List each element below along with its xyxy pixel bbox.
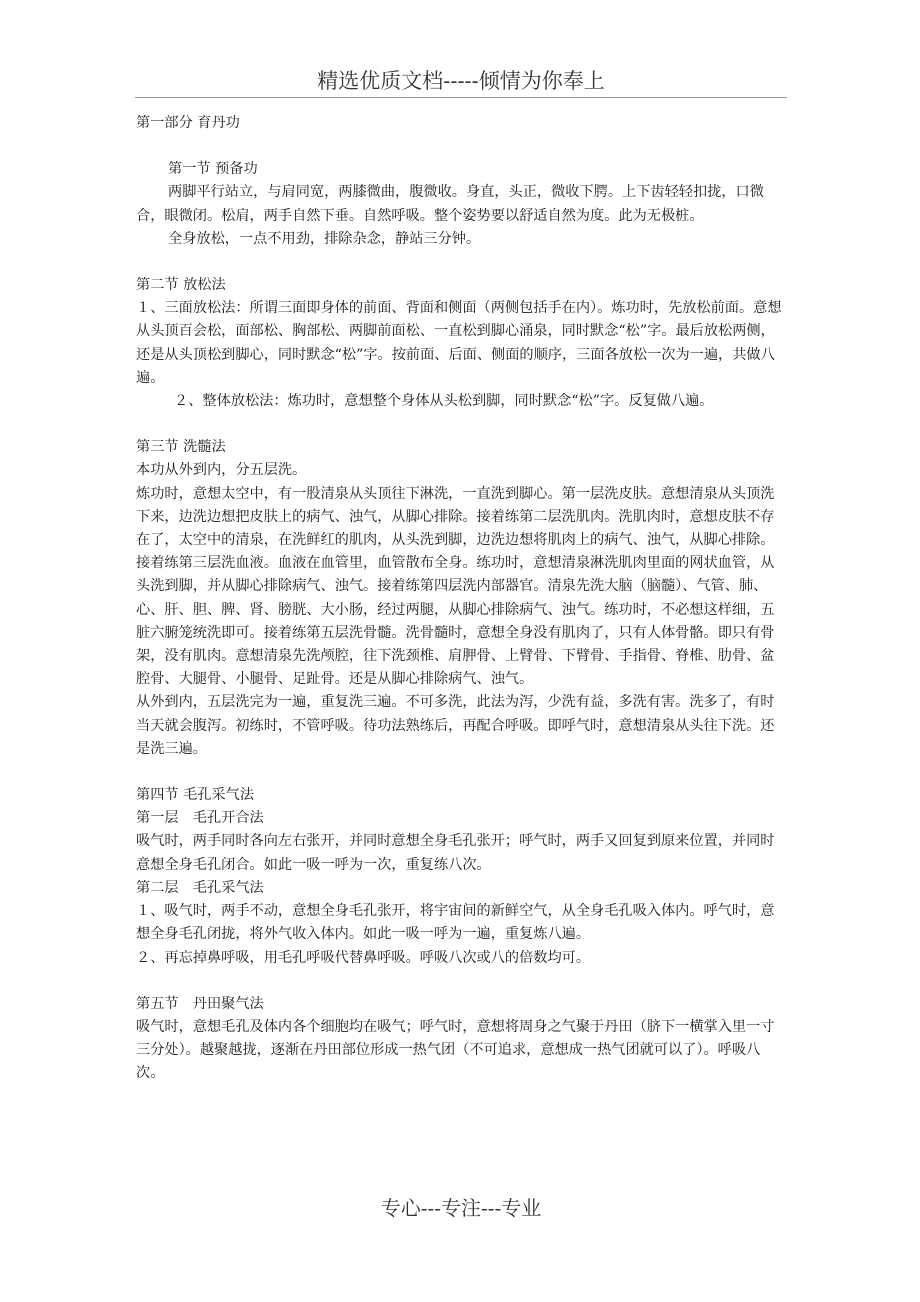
paragraph: 本功从外到内，分五层洗。 — [136, 462, 307, 479]
paragraph: 两脚平行站立，与肩同宽，两膝微曲，腹微收。身直，头正，微收下腭。上下齿轻轻扣拢，口微合，眼微闭。松肩，两手自然下垂。自然呼吸。整个姿势要以舒适自然为度。此为无极桩。 — [136, 184, 764, 224]
section-title: 第四节 毛孔采气法 — [136, 787, 255, 804]
paragraph: 从外到内，五层洗完为一遍，重复洗三遍。不可多洗，此法为泻，少洗有益，多洗有害。洗多了，有时当天就会腹泻。初练时，不管呼吸。待功法熟练后，再配合呼吸。即呼气时，意想清泉从头往下洗。还是洗三遍。 — [136, 694, 775, 757]
document-body — [136, 112, 786, 1086]
paragraph: 吸气时，两手同时各向左右张开，并同时意想全身毛孔张开；呼气时，两手又回复到原来位置，并同时意想全身毛孔闭合。如此一吸一呼为一次，重复练八次。 — [136, 833, 775, 873]
spacer — [136, 761, 786, 784]
spacer — [136, 970, 786, 993]
spacer — [136, 135, 786, 158]
section-title: 第五节 丹田聚气法 — [136, 995, 264, 1012]
spacer — [136, 251, 786, 274]
paragraph: １、吸气时，两手不动，意想全身毛孔张开，将宇宙间的新鲜空气，从全身毛孔吸入体内。呼气时，意想全身毛孔闭拢，将外气收入体内。如此一吸一呼为一遍，重复炼八遍。 — [136, 903, 775, 943]
paragraph: 炼功时，意想太空中，有一股清泉从头顶往下淋洗，一直洗到脚心。第一层洗皮肤。意想清泉从头顶洗下来，边洗边想把皮肤上的病气、浊气，从脚心排除。接着练第二层洗肌肉。洗肌肉时，意想皮肤不存在了，太空中的清泉，在洗鲜红的肌肉，从头洗到脚，边洗边想将肌肉上的病气、浊气，从脚心排除。接着练第三层洗血液。血液在血管里，血管散布全身。练功时，意想清泉淋洗肌肉里面的网状血管，从头洗到脚，并从脚心排除病气、浊气。接着练第四层洗内部器官。清泉先洗大脑（脑髓）、气管、肺、心、肝、胆、脾、肾、膀胱、大小肠，经过两腿，从脚心排除病气、浊气。练功时，不必想这样细，五脏六腑笼统洗即可。接着练第五层洗骨髓。洗骨髓时，意想全身没有肌肉了，只有人体骨骼。即只有骨架，没有肌肉。意想清泉先洗颅腔，往下洗颈椎、肩胛骨、上臂骨、下臂骨、手指骨、脊椎、肋骨、盆腔骨、大腿骨、小腿骨、足趾骨。还是从脚心排除病气、浊气。 — [136, 485, 775, 688]
page-footer: 专心---专注---专业 — [380, 1196, 542, 1220]
page-header: 精选优质文档-----倾情为你奉上 — [317, 69, 605, 93]
paragraph: 全身放松，一点不用劲，排除杂念，静站三分钟。 — [168, 230, 481, 247]
paragraph: ２、再忘掉鼻呼吸，用毛孔呼吸代替鼻呼吸。呼吸八次或八的倍数均可。 — [136, 949, 591, 966]
section-title: 第一节 预备功 — [168, 161, 258, 178]
paragraph: 吸气时，意想毛孔及体内各个细胞均在吸气；呼气时，意想将周身之气聚于丹田（脐下一横掌入里一寸三分处）。越聚越拢，逐渐在丹田部位形成一热气团（不可追求，意想成一热气团就可以了）。呼吸八次。 — [136, 1018, 775, 1082]
paragraph: ２、整体放松法：炼功时，意想整个身体从头松到脚，同时默念“松”字。反复做八遍。 — [174, 393, 714, 410]
spacer — [136, 413, 786, 436]
section-title: 第三节 洗髓法 — [136, 439, 226, 456]
paragraph: １、三面放松法：所谓三面即身体的前面、背面和侧面（两侧包括手在内）。炼功时，先放松前面。意想从头顶百会松，面部松、胸部松、两脚前面松、一直松到脚心涌泉，同时默念“松”字。最后放松两侧，还是从头顶松到脚心，同时默念“松”字。按前面、后面、侧面的顺序，三面各放松一次为一遍，共做八遍。 — [136, 300, 782, 386]
section-title: 第二节 放松法 — [136, 277, 226, 294]
subsection-title: 第一层 毛孔开合法 — [136, 810, 264, 827]
header-divider — [135, 97, 787, 98]
part-title: 第一部分 育丹功 — [136, 115, 240, 131]
subsection-title: 第二层 毛孔采气法 — [136, 879, 264, 896]
